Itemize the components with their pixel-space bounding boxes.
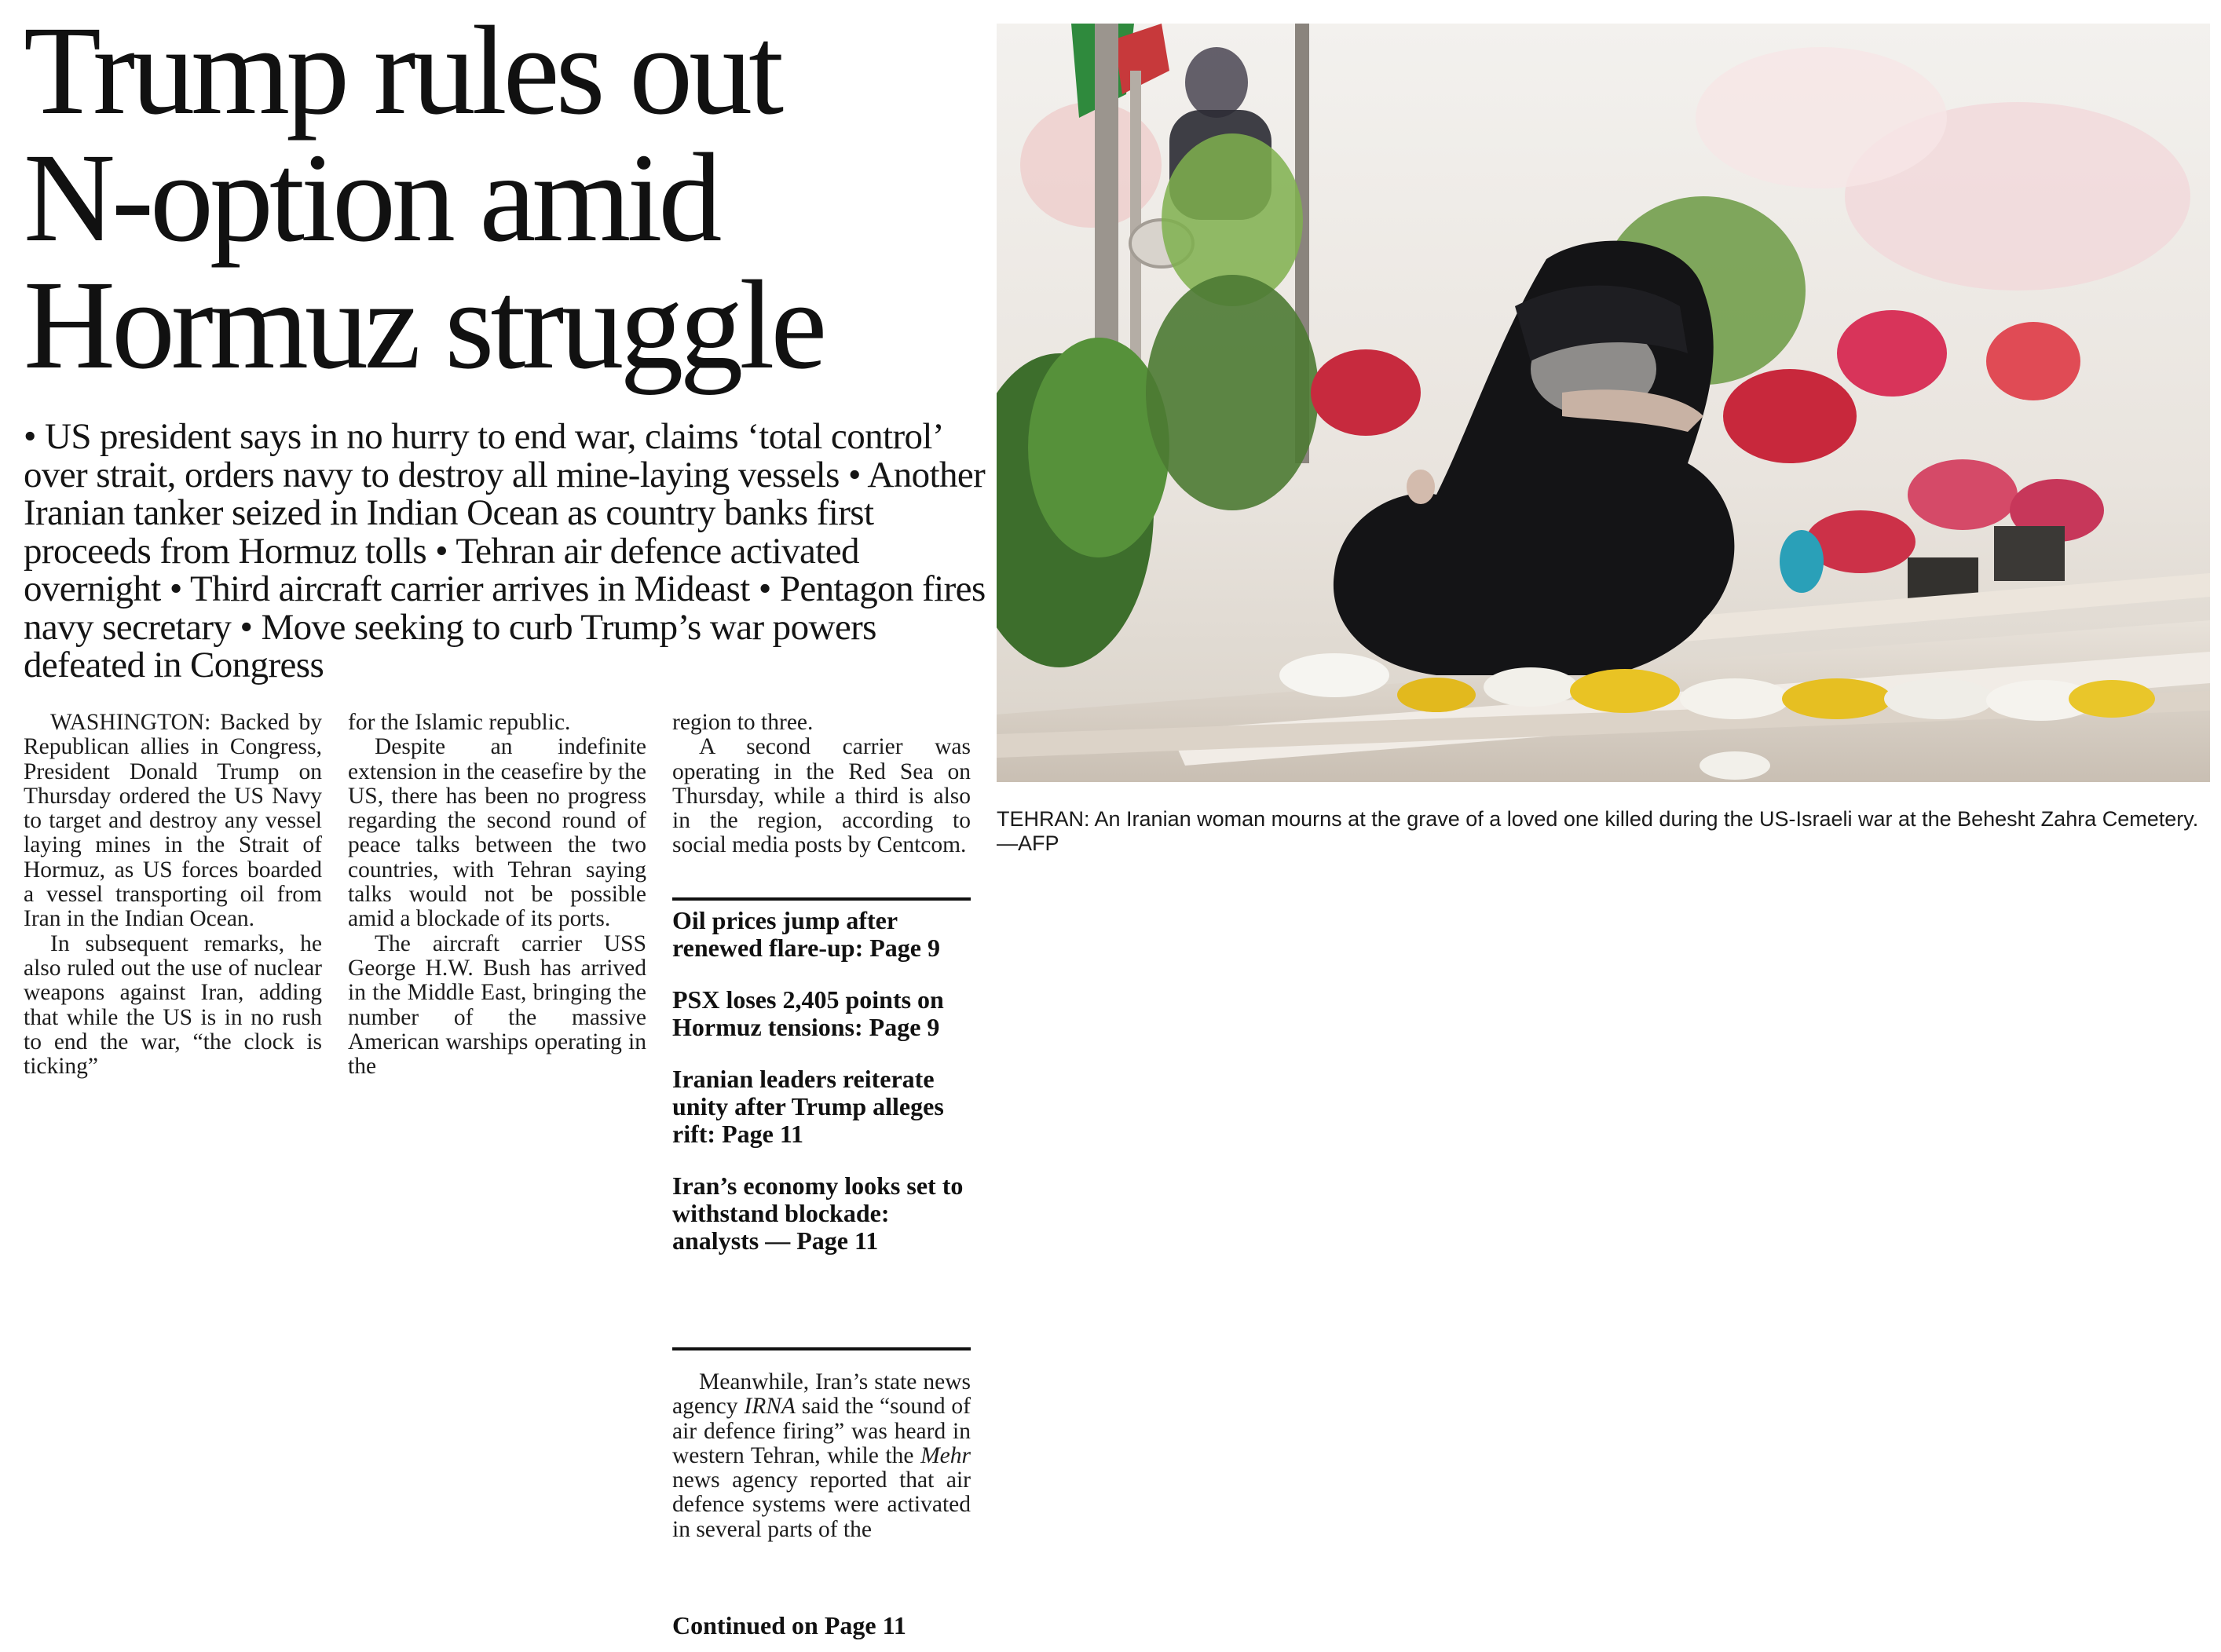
flowers-white [1700,751,1770,780]
continued-on-link[interactable]: Continued on Page 11 [672,1611,906,1639]
flowers-yellow [2069,680,2155,718]
story-paragraph [672,1370,971,1542]
cross-ref-iran-economy[interactable]: Iran’s economy looks set to withstand blockade: analysts — Page 11 [672,1171,964,1255]
cross-ref-oil-prices[interactable]: Oil prices jump after renewed flare-up: Page 9 [672,906,940,962]
flowers-white [1680,678,1790,719]
story-paragraph: WASHINGTON: Backed by Republican allies in Congress, President Donald Trump on Thursday ordered the US Navy to target and destroy any vessel laying mines in the Strait of Hormuz, as US forces boarded a vessel transporting oil from Iran in the Indian Ocean. [24,710,322,932]
story-column-2 [348,711,646,1079]
flowers-red [1986,322,2080,400]
story-paragraph: A second carrier was operating in the Red Sea on Thursday, while a third is also in the region, according to social media posts by Centcom. [672,734,971,858]
story-paragraph: for the Islamic republic. [348,710,571,735]
subheadline-deck: • US president says in no hurry to end war, claims ‘total control’ over strait, orders navy to destroy all mine-laying vessels • Another Iranian tanker seized in Indian Ocean as country banks first proceeds from Hormuz tolls • Tehran air defence activated overnight • Third aircraft carrier arrives in Mideast • Pentagon fires navy secretary • Move seeking to curb Trump’s war powers defeated in Congress [24,416,986,685]
flowers-white [1279,653,1389,697]
headline-line-2: N-option amid [24,128,719,269]
flowers-red [1723,369,1857,463]
cross-ref-psx[interactable]: PSX loses 2,405 points on Hormuz tensions: Page 9 [672,985,944,1041]
shrub [1146,275,1319,510]
flowers-pink [1837,310,1947,397]
background-person [1185,47,1248,118]
flowers-yellow [1782,678,1892,719]
story-column-1 [24,711,322,1079]
cross-refs-bottom-rule [672,1347,971,1350]
story-text: news agency reported that air defence systems were activated in several parts of the [672,1467,971,1542]
photo-caption: TEHRAN: An Iranian woman mourns at the grave of a loved one killed during the US-Israeli war at the Behesht Zahra Cemetery.—AFP [997,807,2199,855]
flower-pot [1994,526,2065,581]
agency-name-mehr: Mehr [920,1442,971,1468]
story-paragraph: The aircraft carrier USS George H.W. Bush has arrived in the Middle East, bringing the number of the massive American warships operating in the [348,930,646,1080]
story-text: Meanwhile, Iran’s state news agency [672,1369,971,1420]
story-text: said the “sound of air defence firing” was heard in western Tehran, while the [672,1394,971,1468]
flowers-red [1311,349,1421,436]
story-paragraph: region to three. [672,710,814,735]
background-blur [1696,47,1947,188]
flowers-white [1884,678,1994,719]
headline-line-1: Trump rules out [24,1,781,141]
cross-references-box [672,907,971,1279]
news-photo [997,24,2210,782]
flowers-yellow [1570,669,1680,713]
story-paragraph: Despite an indefinite extension in the ceasefire by the US, there has been no progress regarding the second round of peace talks between the two countries, with Tehran saying talks would not be possible amid a blockade of its ports. [348,734,646,932]
woman-hand [1407,470,1435,504]
story-column-4 [672,1370,971,1542]
flowers-pink [1908,459,2018,530]
headline-line-3: Hormuz struggle [24,255,824,396]
agency-name-irna: IRNA [744,1394,796,1420]
story-column-3 [672,711,971,858]
story-paragraph: In subsequent remarks, he also ruled out the use of nuclear weapons against Iran, adding that while the US is in no rush to end the war, “the clock is ticking” [24,930,322,1080]
flowers-yellow [1397,678,1476,712]
cross-refs-top-rule [672,897,971,901]
flowers-white [1484,667,1578,707]
vase [1780,530,1824,593]
headline [24,1,997,396]
cross-ref-iranian-leaders[interactable]: Iranian leaders reiterate unity after Trump alleges rift: Page 11 [672,1065,944,1148]
